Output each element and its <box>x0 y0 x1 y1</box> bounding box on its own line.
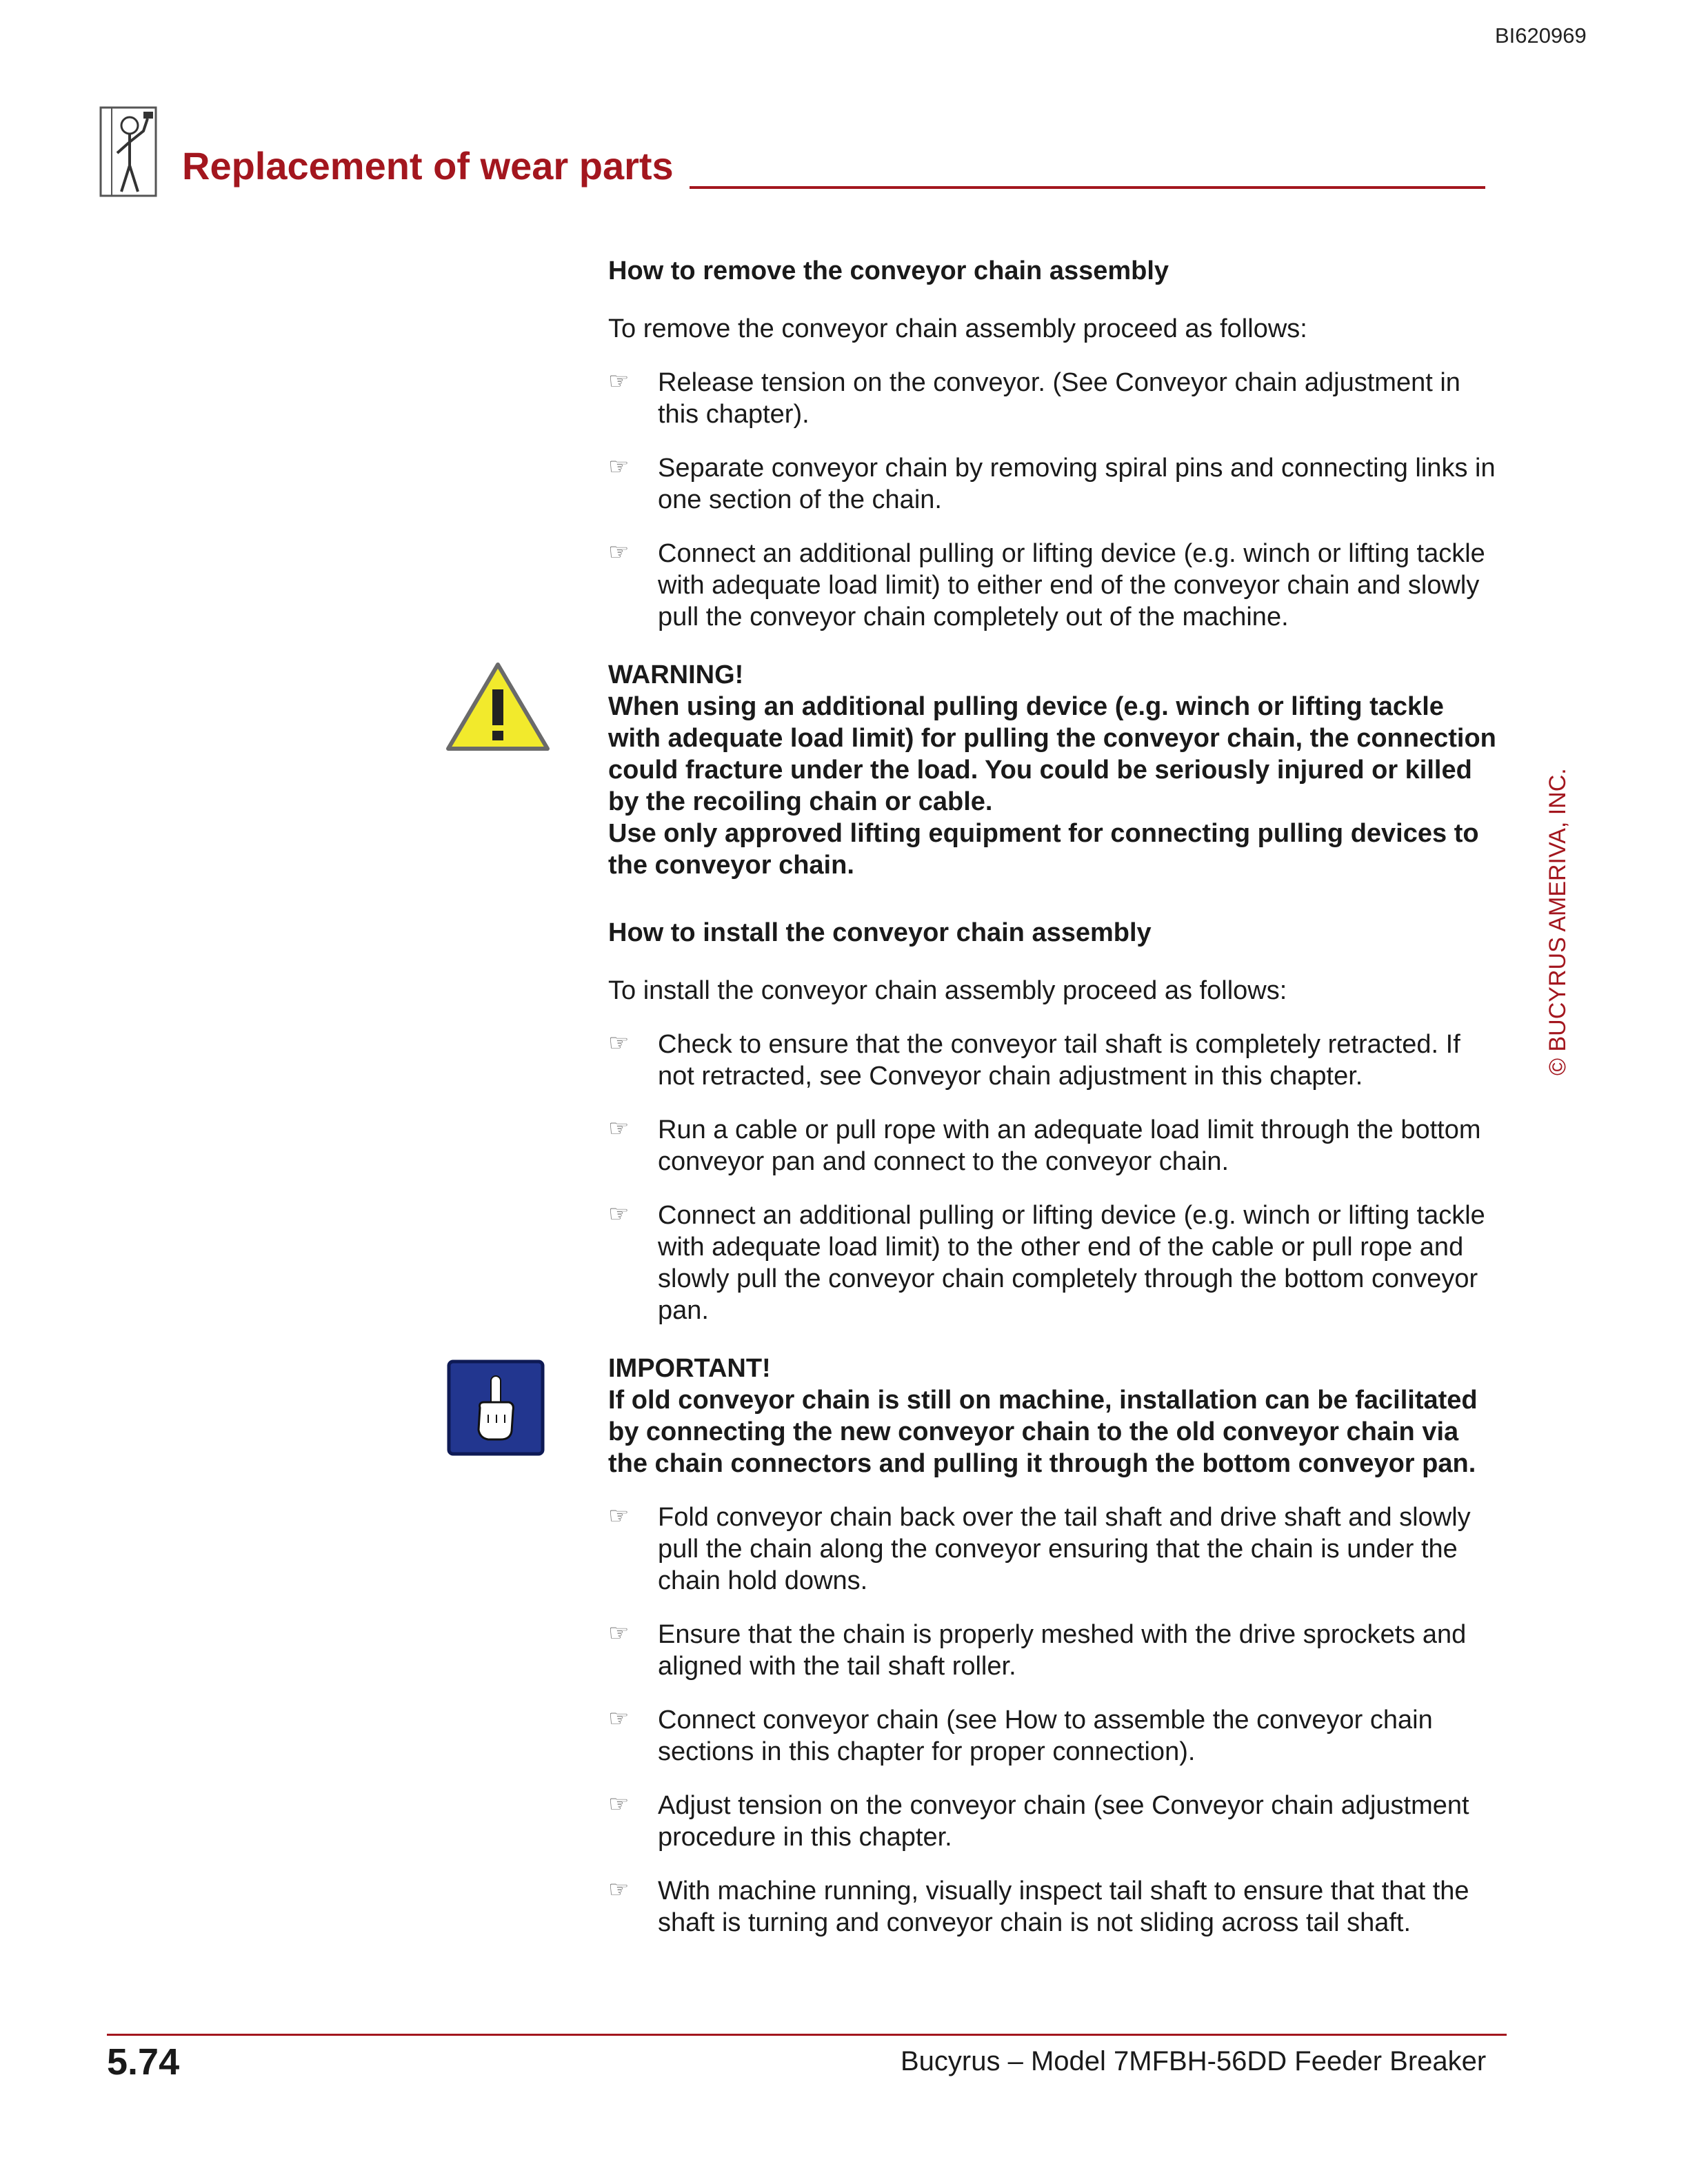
step-text: Connect conveyor chain (see How to assemble the conveyor chain sections in this chapter for proper connection). <box>658 1706 1433 1766</box>
document-id: BI620969 <box>1495 23 1587 48</box>
important-block <box>608 1353 1498 1939</box>
pointing-hand-bullet-icon: ☞ <box>608 1877 630 1903</box>
pointing-hand-bullet-icon: ☞ <box>608 1620 630 1646</box>
intro-text: To remove the conveyor chain assembly proceed as follows: <box>608 314 1307 343</box>
pointing-hand-bullet-icon: ☞ <box>608 1706 630 1732</box>
step-text: Connect an additional pulling or lifting device (e.g. winch or lifting tackle with adequate load limit) to either end of the conveyor chain and slowly pull the conveyor chain completely out of the machine. <box>658 539 1485 631</box>
list-item <box>608 1114 1498 1177</box>
step-text: Separate conveyor chain by removing spiral pins and connecting links in one section of the chain. <box>658 454 1496 514</box>
pointing-hand-bullet-icon: ☞ <box>608 1201 630 1227</box>
pointing-hand-bullet-icon: ☞ <box>608 1503 630 1529</box>
page-title: Replacement of wear parts <box>182 144 674 188</box>
install-section <box>608 917 1498 1326</box>
list-item <box>608 1790 1498 1853</box>
list-item <box>608 1200 1498 1326</box>
step-text: Adjust tension on the conveyor chain (see Conveyor chain adjustment procedure in this chapter. <box>658 1791 1469 1852</box>
mechanic-icon <box>98 105 160 200</box>
list-item <box>608 1704 1498 1768</box>
footer-rule <box>107 2034 1507 2036</box>
pointing-hand-bullet-icon: ☞ <box>608 1791 630 1817</box>
pointing-hand-bullet-icon: ☞ <box>608 1030 630 1056</box>
pointing-hand-bullet-icon: ☞ <box>608 454 630 480</box>
footer-text: Bucyrus – Model 7MFBH-56DD Feeder Breaker <box>901 2046 1487 2076</box>
section-heading: How to remove the conveyor chain assembly <box>608 256 1169 285</box>
pointing-hand-bullet-icon: ☞ <box>608 539 630 565</box>
remove-section <box>608 255 1498 633</box>
title-underline <box>690 186 1485 189</box>
warning-block <box>608 659 1498 881</box>
copyright-notice: © BUCYRUS AMERIVA, INC. <box>1545 768 1571 1075</box>
warning-label: WARNING! <box>608 660 744 689</box>
important-label: IMPORTANT! <box>608 1354 771 1383</box>
pointing-hand-bullet-icon: ☞ <box>608 1115 630 1142</box>
list-item <box>608 538 1498 633</box>
pointing-hand-bullet-icon: ☞ <box>608 368 630 394</box>
step-text: With machine running, visually inspect tail shaft to ensure that that the shaft is turning and conveyor chain is not sliding across tail shaft. <box>658 1877 1469 1937</box>
list-item <box>608 1502 1498 1597</box>
intro-text: To install the conveyor chain assembly proceed as follows: <box>608 976 1287 1005</box>
step-text: Ensure that the chain is properly meshed with the drive sprockets and aligned with the tail shaft roller. <box>658 1620 1467 1681</box>
pointing-hand-icon <box>447 1359 545 1456</box>
step-text: Check to ensure that the conveyor tail shaft is completely retracted. If not retracted, see Conveyor chain adjustment in this chapter. <box>658 1030 1460 1091</box>
list-item <box>608 1875 1498 1939</box>
page-number: 5.74 <box>107 2041 180 2083</box>
list-item <box>608 1619 1498 1682</box>
step-text: Connect an additional pulling or lifting device (e.g. winch or lifting tackle with adequate load limit) to the other end of the cable or pull rope and slowly pull the conveyor chain completely through the bottom conveyor pan. <box>658 1201 1485 1325</box>
warning-text: When using an additional pulling device (e.g. winch or lifting tackle with adequate load limit) for pulling the conveyor chain, the connection could fracture under the load. You could be seriously injured or killed by the recoiling chain or cable. <box>608 692 1496 816</box>
section-heading: How to install the conveyor chain assembly <box>608 918 1152 947</box>
list-item <box>608 367 1498 430</box>
warning-text: Use only approved lifting equipment for connecting pulling devices to the conveyor chain. <box>608 819 1479 880</box>
warning-triangle-icon <box>444 660 552 753</box>
list-item <box>608 452 1498 516</box>
step-text: Run a cable or pull rope with an adequate load limit through the bottom conveyor pan and connect to the conveyor chain. <box>658 1115 1481 1176</box>
step-text: Fold conveyor chain back over the tail shaft and drive shaft and slowly pull the chain along the conveyor ensuring that the chain is under the chain hold downs. <box>658 1503 1471 1595</box>
list-item <box>608 1029 1498 1092</box>
step-text: Release tension on the conveyor. (See Conveyor chain adjustment in this chapter). <box>658 368 1460 429</box>
important-text: If old conveyor chain is still on machine, installation can be facilitated by connecting the new conveyor chain to the old conveyor chain via the chain connectors and pulling it through the bottom conveyor pan. <box>608 1386 1478 1478</box>
